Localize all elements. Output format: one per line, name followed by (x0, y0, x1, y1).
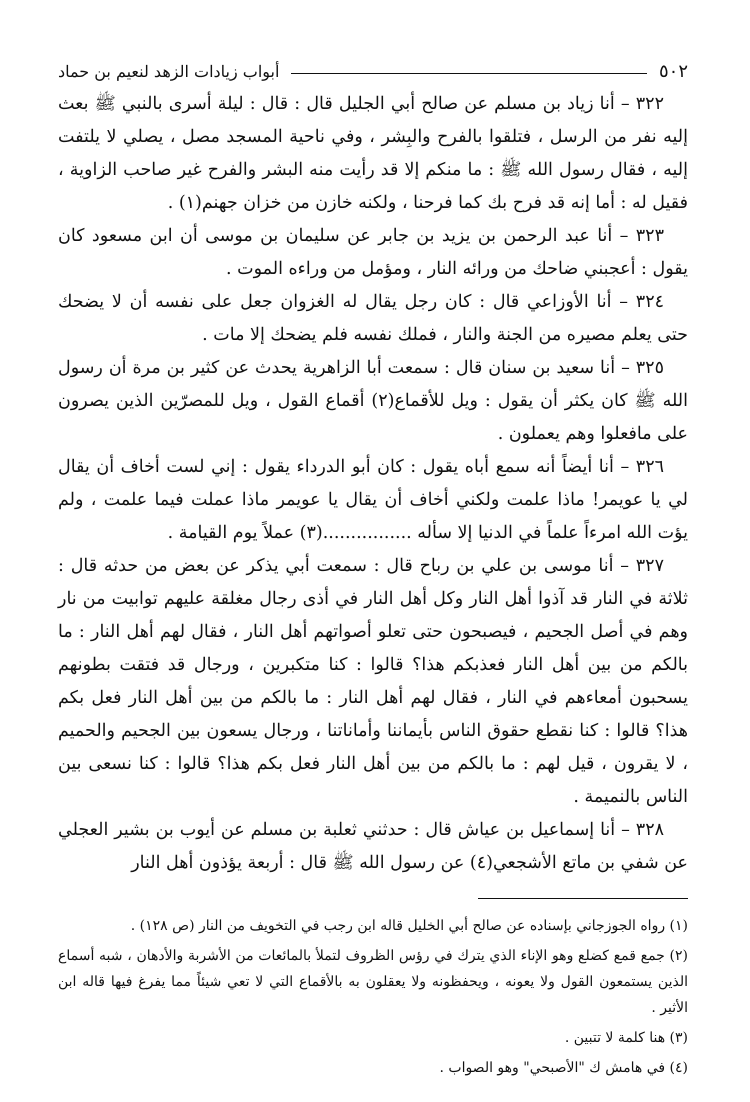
paragraph-number: ٣٢٤ (635, 292, 664, 312)
paragraph-text: أنا الأوزاعي قال : كان رجل يقال له الغزوان جعل على نفسه أن لا يضحك حتى يعلم مصيره من الجنة والنار ، فملك نفسه فلم يضحك إلا مات . (58, 292, 688, 345)
paragraph-text: أنا إسماعيل بن عياش قال : حدثني ثعلبة بن مسلم عن أيوب بن بشير العجلي عن شفي بن ماتع الأشجعي(٤) عن رسول الله ﷺ قال : أربعة يؤذون أهل النار (58, 820, 688, 873)
header-rule (291, 73, 647, 74)
paragraph-328: ٣٢٨ – أنا إسماعيل بن عياش قال : حدثني ثعلبة بن مسلم عن أيوب بن بشير العجلي عن شفي بن ماتع الأشجعي(٤) عن رسول الله ﷺ قال : أربعة يؤذون أهل النار (58, 820, 688, 873)
main-text (58, 88, 688, 880)
paragraph-text: أنا موسى بن علي بن رباح قال : سمعت أبي يذكر عن بعض من حدثه قال : ثلاثة في النار قد آذوا أهل النار وكل أهل النار في أذى رجال مغلقة عليهم توابيت من نار وهم في أصل الجحيم ، فيصبحون حتى تعلو أصواتهم أهل النار ، فقال لهم أهل النار : ما بالكم من بين أهل النار فعذبكم هذا؟ قالوا : كنا متكبرين ، ورجال قد فتقت بطونهم يسحبون أمعاءهم في النار ، فقال لهم أهل النار : ما بالكم من بين أهل النار فعل بكم هذا؟ قالوا : كنا نقطع حقوق الناس بأيماننا وأماناتنا ، ورجال يسعون بين الجحيم والحميم ، لا يقرون ، قيل لهم : ما بالكم من بين أهل النار فعل بكم هذا؟ قالوا : كنا نسعى بين الناس بالنميمة . (58, 556, 688, 807)
footnote-3: (٣) هنا كلمة لا تتبين . (564, 1030, 688, 1046)
footnotes (58, 913, 688, 1081)
paragraph-number: ٣٢٣ (635, 226, 664, 246)
paragraph-324: ٣٢٤ – أنا الأوزاعي قال : كان رجل يقال له الغزوان جعل على نفسه أن لا يضحك حتى يعلم مصيره من الجنة والنار ، فملك نفسه فلم يضحك إلا مات . (58, 292, 688, 345)
page-number: ٥٠٢ (658, 60, 688, 82)
footnote-1: (١) رواه الجوزجاني بإسناده عن صالح أبي الخليل قاله ابن رجب في التخويف من النار (ص ١٢٨) . (130, 918, 688, 934)
paragraph-number: ٣٢٢ (635, 94, 664, 114)
footnote-separator (478, 898, 688, 899)
paragraph-text: أنا عبد الرحمن بن يزيد بن جابر عن سليمان بن موسى أن ابن مسعود كان يقول : أعجبني ضاحك من ورائه النار ، ومؤمل من وراءه الموت . (58, 226, 688, 279)
running-header (58, 58, 688, 84)
paragraph-325: ٣٢٥ – أنا سعيد بن سنان قال : سمعت أبا الزاهرية يحدث عن كثير بن مرة أن رسول الله ﷺ كان يكثر أن يقول : ويل للأقماع(٢) أقماع القول ، ويل للمصرّين الذين يصرون على مافعلوا وهم يعملون . (58, 358, 688, 444)
footnote-4: (٤) في هامش ك "الأصبحي" وهو الصواب . (439, 1060, 688, 1076)
paragraph-number: ٣٢٨ (635, 820, 664, 840)
book-title: أبواب زيادات الزهد لنعيم بن حماد (58, 61, 280, 81)
paragraph-text: أنا أيضاً أنه سمع أباه يقول : كان أبو الدرداء يقول : إني لست أخاف أن يقال لي يا عويمر! ماذا علمت ولكني أخاف أن يقال يا عويمر ماذا عملت فيما علمت ، ولم يؤت الله امرءاً علماً في الدنيا إلا سأله ................(٣) عملاً يوم القيامة . (58, 457, 688, 543)
paragraph-number: ٣٢٦ (635, 457, 664, 477)
paragraph-327: ٣٢٧ – أنا موسى بن علي بن رباح قال : سمعت أبي يذكر عن بعض من حدثه قال : ثلاثة في النار قد آذوا أهل النار وكل أهل النار في أذى رجال مغلقة عليهم توابيت من نار وهم في أصل الجحيم ، فيصبحون حتى تعلو أصواتهم أهل النار ، فقال لهم أهل النار : ما بالكم من بين أهل النار فعذبكم هذا؟ قالوا : كنا متكبرين ، ورجال قد فتقت بطونهم يسحبون أمعاءهم في النار ، فقال لهم أهل النار : ما بالكم من بين أهل النار فعل بكم هذا؟ قالوا : كنا نقطع حقوق الناس بأيماننا وأماناتنا ، ورجال يسعون بين الجحيم والحميم ، لا يقرون ، قيل لهم : ما بالكم من بين أهل النار فعل بكم هذا؟ قالوا : كنا نسعى بين الناس بالنميمة . (58, 556, 688, 807)
paragraph-number: ٣٢٥ (635, 358, 664, 378)
footnote-2: (٢) جمع قمع كضلع وهو الإناء الذي يترك في رؤس الظروف لتملأ بالمائعات من الأشربة والأدهان ، شبه أسماع الذين يستمعون القول ولا يعونه ، ويحفظونه ولا يعقلون به بالأقماع التي لا تعي شيئاً مما يفرغ فيها قاله ابن الأثير . (58, 948, 688, 1016)
paragraph-text: أنا سعيد بن سنان قال : سمعت أبا الزاهرية يحدث عن كثير بن مرة أن رسول الله ﷺ كان يكثر أن يقول : ويل للأقماع(٢) أقماع القول ، ويل للمصرّين الذين يصرون على مافعلوا وهم يعملون . (58, 358, 688, 444)
paragraph-number: ٣٢٧ (635, 556, 664, 576)
paragraph-326: ٣٢٦ – أنا أيضاً أنه سمع أباه يقول : كان أبو الدرداء يقول : إني لست أخاف أن يقال لي يا عويمر! ماذا علمت ولكني أخاف أن يقال يا عويمر ماذا عملت فيما علمت ، ولم يؤت الله امرءاً علماً في الدنيا إلا سأله ................(٣) عملاً يوم القيامة . (58, 457, 688, 543)
paragraph-text: أنا زياد بن مسلم عن صالح أبي الجليل قال : قال : ليلة أسرى بالنبي ﷺ بعث إليه نفر من الرسل ، فتلقوا بالفرح والبِشر ، وفي ناحية المسجد مصل ، يصلي لا يلتفت إليه ، فقال رسول الله ﷺ : ما منكم إلا قد رأيت منه البشر والفرح غير صاحب الزاوية ، فقيل له : أما إنه قد فرح بك كما فرحنا ، ولكنه خازن من خزان جهنم(١) . (58, 94, 688, 213)
paragraph-323: ٣٢٣ – أنا عبد الرحمن بن يزيد بن جابر عن سليمان بن موسى أن ابن مسعود كان يقول : أعجبني ضاحك من ورائه النار ، ومؤمل من وراءه الموت . (58, 226, 688, 279)
paragraph-322: ٣٢٢ – أنا زياد بن مسلم عن صالح أبي الجليل قال : قال : ليلة أسرى بالنبي ﷺ بعث إليه نفر من الرسل ، فتلقوا بالفرح والبِشر ، وفي ناحية المسجد مصل ، يصلي لا يلتفت إليه ، فقال رسول الله ﷺ : ما منكم إلا قد رأيت منه البشر والفرح غير صاحب الزاوية ، فقيل له : أما إنه قد فرح بك كما فرحنا ، ولكنه خازن من خزان جهنم(١) . (58, 94, 688, 213)
